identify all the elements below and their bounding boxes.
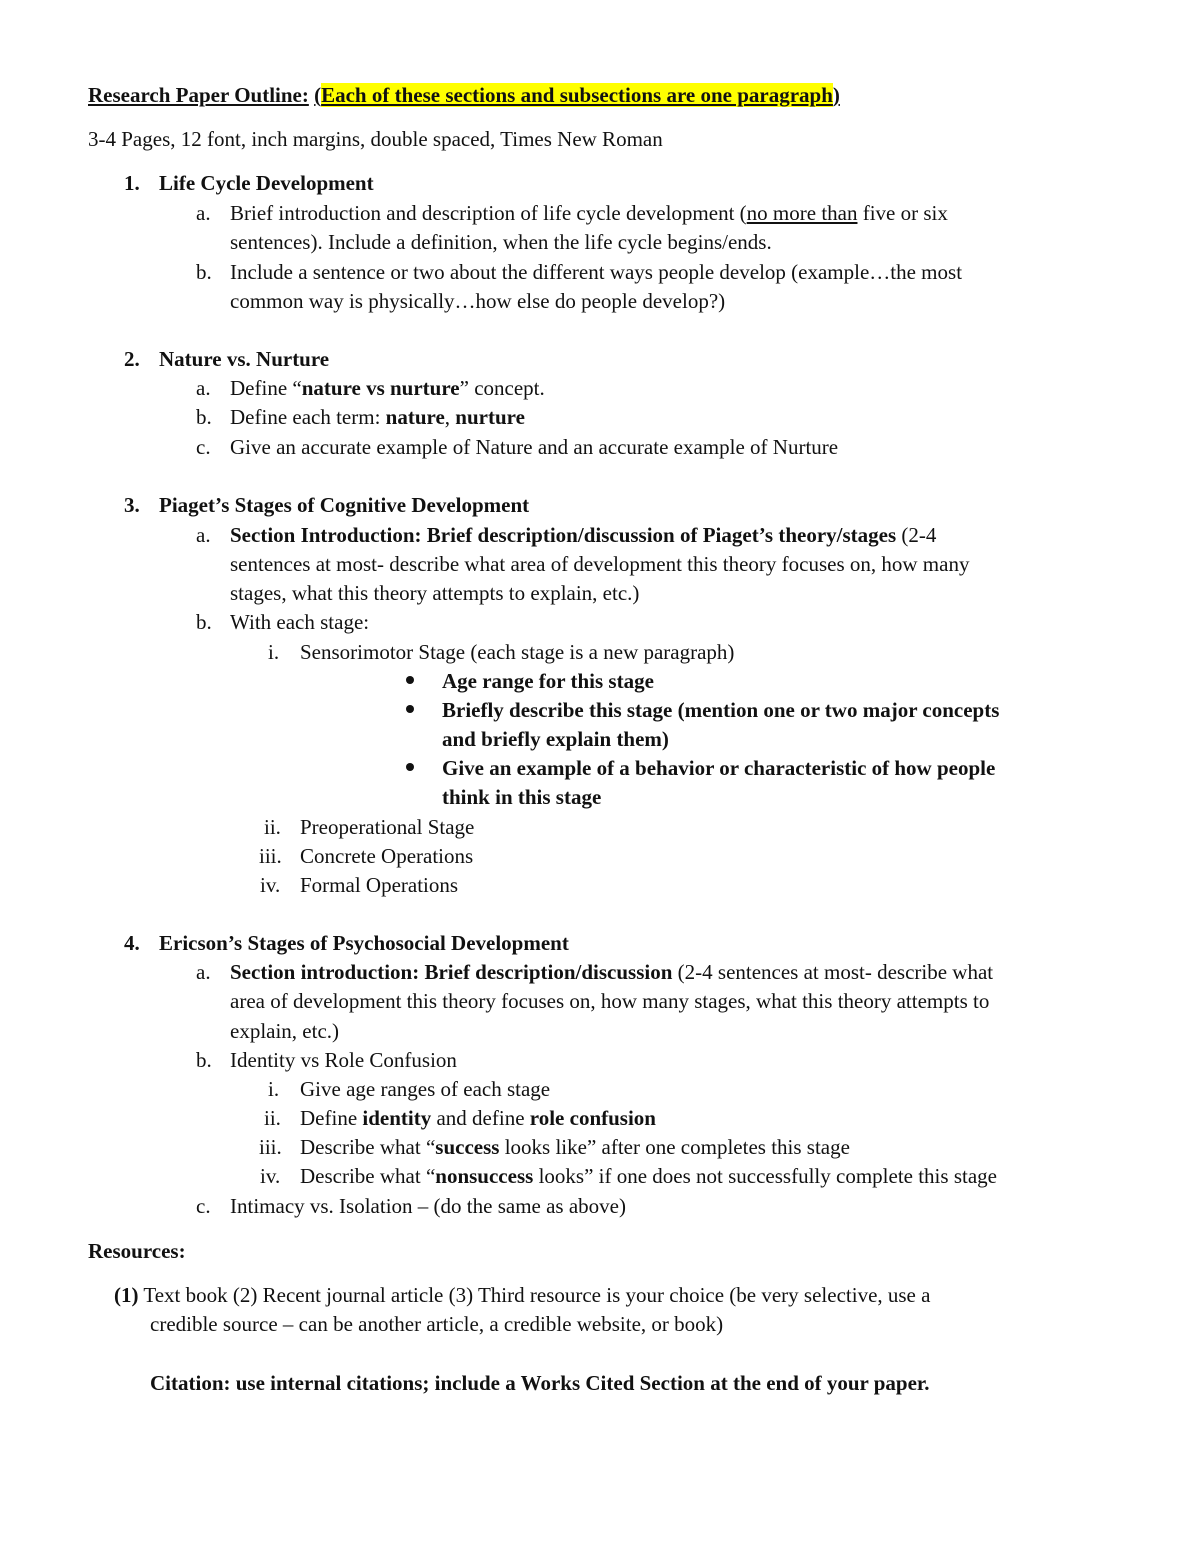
item-text [230, 203, 948, 224]
item-text-continued: sentences at most- describe what area of development this theory focuses on, how many [230, 552, 970, 576]
item-underlined: no more than [746, 201, 858, 225]
item-marker: a. [196, 376, 211, 400]
item-text-post: five or six [857, 201, 948, 225]
item-text-mid: , [444, 405, 456, 429]
subitem-text [300, 1137, 850, 1158]
item-bold: nurture [455, 405, 525, 429]
resources-line [114, 1285, 930, 1306]
item-text-continued: stages, what this theory attempts to explain, etc.) [230, 581, 640, 605]
bullet-text: Age range for this stage [442, 669, 654, 693]
item-marker: c. [196, 1194, 211, 1218]
item-marker: b. [196, 610, 212, 634]
item-marker: a. [196, 960, 211, 984]
item-marker: a. [196, 523, 211, 547]
subitem-marker: iii. [259, 1135, 282, 1159]
item-text-continued: area of development this theory focuses on, how many stages, what this theory attempts to [230, 989, 990, 1013]
item-text [230, 962, 993, 983]
subitem-text-pre: Define [300, 1106, 363, 1130]
bullet-text: Briefly describe this stage (mention one or two major concepts [442, 698, 1000, 722]
item-text: Intimacy vs. Isolation – (do the same as above) [230, 1194, 626, 1218]
bullet-text-continued: think in this stage [442, 785, 602, 809]
subitem-marker: i. [268, 1077, 280, 1101]
subitem-text: Formal Operations [300, 873, 459, 897]
bullet-icon [406, 676, 414, 684]
section-number: 3. [124, 493, 140, 517]
bullet-icon [406, 705, 414, 713]
section-number: 4. [124, 931, 140, 955]
item-marker: b. [196, 260, 212, 284]
item-text-pre: Brief introduction and description of life cycle development ( [230, 201, 747, 225]
section-number: 1. [124, 171, 140, 195]
item-text [230, 525, 936, 546]
item-text-post: ” concept. [459, 376, 545, 400]
item-text [230, 378, 545, 399]
subitem-bold: nonsuccess [435, 1164, 534, 1188]
subitem-text-post: looks” if one does not successfully complete this stage [533, 1164, 997, 1188]
title-paren-close: ) [832, 83, 840, 107]
bullet-icon [406, 763, 414, 771]
subitem-text-mid: and define [431, 1106, 530, 1130]
item-marker: c. [196, 435, 211, 459]
subitem-text: Preoperational Stage [300, 815, 475, 839]
item-text-continued: explain, etc.) [230, 1019, 340, 1043]
subitem-text: Give age ranges of each stage [300, 1077, 551, 1101]
subitem-text: Sensorimotor Stage (each stage is a new paragraph) [300, 640, 735, 664]
item-text: Include a sentence or two about the different ways people develop (example…the most [230, 260, 963, 284]
resources-line-continued: credible source – can be another article, a credible website, or book) [150, 1312, 724, 1336]
item-text-continued: common way is physically…how else do people develop?) [230, 289, 726, 313]
title-note: Each of these sections and subsections are one paragraph [321, 83, 833, 107]
item-bold: nature [385, 405, 445, 429]
section-title: Ericson’s Stages of Psychosocial Development [159, 931, 569, 955]
item-text [230, 407, 525, 428]
subitem-text-pre: Describe what “ [300, 1164, 436, 1188]
item-text-post: (2-4 [896, 523, 937, 547]
item-text-post: (2-4 sentences at most- describe what [672, 960, 994, 984]
subitem-bold: role confusion [529, 1106, 656, 1130]
subitem-marker: i. [268, 640, 280, 664]
subitem-text [300, 1108, 656, 1129]
subitem-bold: success [435, 1135, 500, 1159]
page-title [88, 85, 840, 106]
item-marker: b. [196, 405, 212, 429]
subitem-marker: iv. [260, 1164, 281, 1188]
subitem-bold: identity [362, 1106, 432, 1130]
item-text: Give an accurate example of Nature and an accurate example of Nurture [230, 435, 839, 459]
item-text: Identity vs Role Confusion [230, 1048, 457, 1072]
resources-text: Text book (2) Recent journal article (3) Third resource is your choice (be very selective, use a [138, 1283, 931, 1307]
item-bold: Section introduction: Brief description/discussion [230, 960, 673, 984]
item-marker: b. [196, 1048, 212, 1072]
format-line: 3-4 Pages, 12 font, inch margins, double spaced, Times New Roman [88, 127, 663, 151]
title-text: Research Paper Outline: [88, 83, 309, 107]
citation-note: Citation: use internal citations; include a Works Cited Section at the end of your paper. [150, 1371, 930, 1395]
item-text-pre: Define each term: [230, 405, 386, 429]
bullet-text: Give an example of a behavior or characteristic of how people [442, 756, 996, 780]
item-bold: nature vs nurture [301, 376, 460, 400]
resources-number: (1) [114, 1283, 139, 1307]
item-bold: Section Introduction: Brief description/discussion of Piaget’s theory/stages [230, 523, 897, 547]
subitem-text: Concrete Operations [300, 844, 474, 868]
section-title: Life Cycle Development [159, 171, 374, 195]
subitem-text-pre: Describe what “ [300, 1135, 436, 1159]
item-text-continued: sentences). Include a definition, when the life cycle begins/ends. [230, 230, 772, 254]
title-paren-open: ( [314, 83, 322, 107]
subitem-marker: iii. [259, 844, 282, 868]
subitem-text-post: looks like” after one completes this stage [499, 1135, 850, 1159]
subitem-marker: iv. [260, 873, 281, 897]
item-text-pre: Define “ [230, 376, 302, 400]
resources-heading: Resources: [88, 1239, 186, 1263]
item-marker: a. [196, 201, 211, 225]
section-number: 2. [124, 347, 140, 371]
subitem-marker: ii. [264, 815, 281, 839]
bullet-text-continued: and briefly explain them) [442, 727, 669, 751]
section-title: Nature vs. Nurture [159, 347, 330, 371]
item-text: With each stage: [230, 610, 370, 634]
subitem-text [300, 1166, 997, 1187]
subitem-marker: ii. [264, 1106, 281, 1130]
section-title: Piaget’s Stages of Cognitive Development [159, 493, 530, 517]
